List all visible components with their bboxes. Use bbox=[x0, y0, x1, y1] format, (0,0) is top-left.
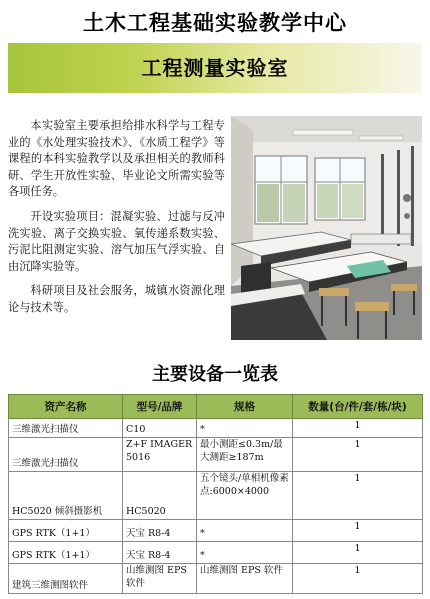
intro-paragraph: 科研项目及社会服务，城镇水资源化理论与技术等。 bbox=[8, 284, 225, 314]
cell-quantity: 1 bbox=[293, 419, 423, 438]
cell-model: 天宝 R8-4 bbox=[123, 542, 197, 564]
table-row bbox=[9, 438, 423, 472]
cell-quantity: 1 bbox=[293, 542, 423, 564]
column-header: 型号/品牌 bbox=[123, 395, 197, 419]
cell-quantity: 1 bbox=[293, 564, 423, 594]
column-header: 资产名称 bbox=[9, 395, 123, 419]
lab-photo-illustration bbox=[231, 116, 422, 340]
lab-photo bbox=[231, 116, 422, 340]
cell-spec: 五个镜头/单相机像素点:6000×4000 bbox=[197, 472, 293, 520]
cell-asset-name: 三维激光扫描仪 bbox=[9, 438, 123, 472]
lab-banner bbox=[8, 43, 422, 93]
lab-title: 工程测量实验室 bbox=[141, 56, 289, 80]
table-row bbox=[9, 520, 423, 542]
column-header: 规格 bbox=[197, 395, 293, 419]
cell-spec: * bbox=[197, 419, 293, 438]
cell-quantity: 1 bbox=[293, 438, 423, 472]
cell-model: Z+F IMAGER 5016 bbox=[123, 438, 197, 472]
cell-asset-name: 建筑三维测图软件 bbox=[9, 564, 123, 594]
cell-spec: * bbox=[197, 542, 293, 564]
cell-asset-name: GPS RTK（1+1） bbox=[9, 520, 123, 542]
cell-model: 天宝 R8-4 bbox=[123, 520, 197, 542]
cell-asset-name: GPS RTK（1+1） bbox=[9, 542, 123, 564]
cell-asset-name: HC5020 倾斜摄影机 bbox=[9, 472, 123, 520]
cell-asset-name: 三维激光扫描仪 bbox=[9, 419, 123, 438]
cell-spec: 最小测距≤0.3m/最大测距≥187m bbox=[197, 438, 293, 472]
cell-spec: * bbox=[197, 520, 293, 542]
equipment-title: 主要设备一览表 bbox=[152, 364, 278, 385]
cell-spec: 山维测图 EPS 软件 bbox=[197, 564, 293, 594]
org-title: 土木工程基础实验教学中心 bbox=[83, 11, 347, 35]
table-row bbox=[9, 542, 423, 564]
intro-paragraph: 开设实验项目：混凝实验、过滤与反冲洗实验、离子交换实验、氧传递系数实验、污泥比阻测定实验、溶气加压气浮实验、自由沉降实验等。 bbox=[8, 209, 225, 273]
cell-model: C10 bbox=[123, 419, 197, 438]
cell-model: 山维测图 EPS 软件 bbox=[123, 564, 197, 594]
cell-model: HC5020 bbox=[123, 472, 197, 520]
equipment-table bbox=[8, 394, 423, 594]
cell-quantity: 1 bbox=[293, 472, 423, 520]
intro-paragraph: 本实验室主要承担给排水科学与工程专业的《水处理实验技术》、《水质工程学》等课程的本科实验教学以及承担相关的教师科研、学生开放性实验、毕业论文所需实验等各项任务。 bbox=[8, 119, 225, 199]
table-row bbox=[9, 564, 423, 594]
column-header: 数量(台/件/套/栋/块) bbox=[293, 395, 423, 419]
intro-text bbox=[8, 118, 225, 325]
table-row bbox=[9, 419, 423, 438]
cell-quantity: 1 bbox=[293, 520, 423, 542]
table-row bbox=[9, 472, 423, 520]
table-header-row bbox=[9, 395, 423, 419]
